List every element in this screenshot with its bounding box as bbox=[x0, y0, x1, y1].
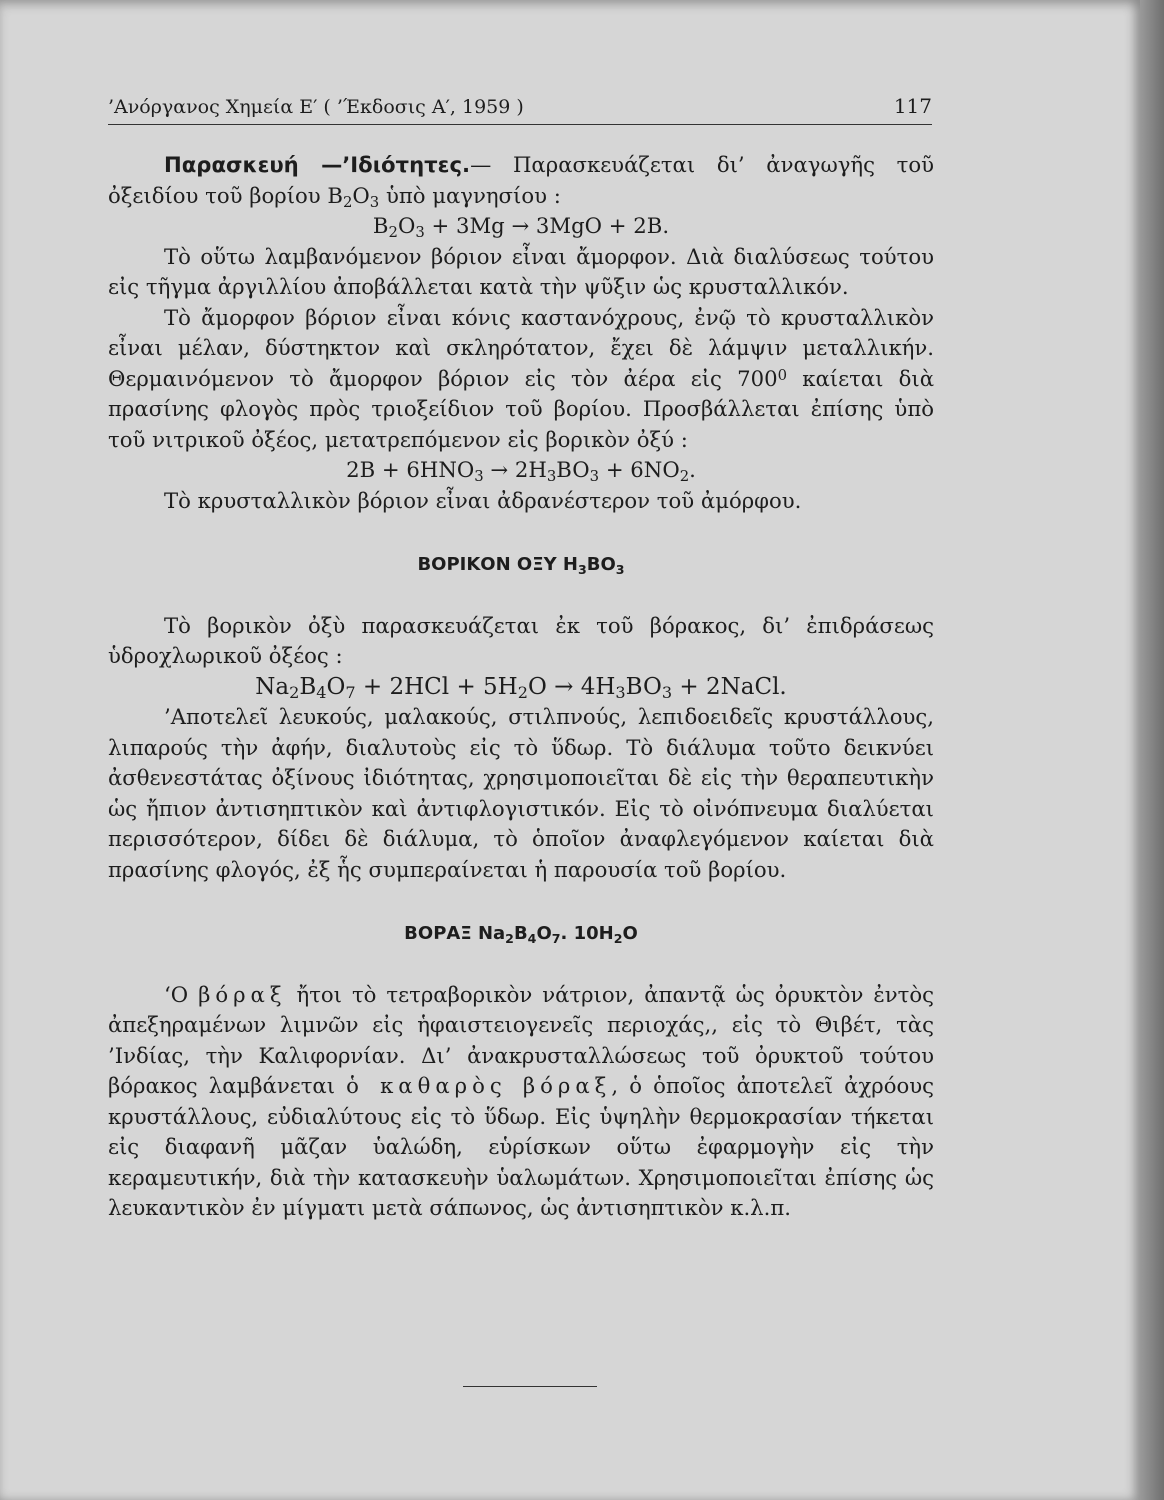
section2-heading: ΒΟΡΙΚΟΝ ΟΞΥ $H_3BO_3$ bbox=[417, 554, 625, 577]
section1-paragraph-4: Τὸ κρυσταλλικὸν βόριον εἶναι ἀδρανέστερον τοῦ ἀμόρφου. bbox=[164, 487, 802, 513]
equation-3: $Na_2B_4O_7 + 2HCl + 5H_2O \to 4H_3BO_3$ + 2NaCl. bbox=[255, 673, 787, 702]
page-body bbox=[108, 150, 934, 1224]
header-title: ’Ανόργανος Χημεία Ε′ ( ’Έκδοσις Α′, 1959 ) bbox=[108, 96, 524, 118]
page-number: 117 bbox=[893, 94, 932, 118]
section1-paragraph-3: Τὸ ἄμορφον βόριον εἶναι κόνις καστανόχρους, ἐνῷ τὸ κρυσταλλικὸν εἶναι μέλαν, δύστηκτον καὶ σκληρότατον, ἔχει δὲ λάμψιν μεταλλικήν. Θερμαινόμενον τὸ ἄμορφον βόριον εἰς τὸν ἀέρα εἰς $700^0$ καίεται διὰ πρασίνης φλογὸς πρὸς τριοξείδιον τοῦ βορίου. Προσβάλλεται ἐπίσης ὑπὸ τοῦ νιτρικοῦ ὀξέος, μετατρεπόμενον εἰς βορικὸν ὀξύ : bbox=[108, 304, 934, 452]
running-header bbox=[108, 94, 932, 125]
section3-paragraph-1: ‘Ο βόραξ ἤτοι τὸ τετραβορικὸν νάτριον, ἀπαντᾷ ὡς ὀρυκτὸν ἐντὸς ἀπεξηραμένων λιμνῶν εἰς ἡφαιστειογενεῖς περιοχάς,, εἰς τὸ Θιβέτ, τὰς ’Ινδίας, τὴν Καλιφορνίαν. Δι’ ἀνακρυσταλλώσεως τοῦ ὀρυκτοῦ τούτου βόρακος λαμβάνεται ὁ καθαρὸς βόραξ, ὁ ὁποῖος ἀποτελεῖ ἀχρόους κρυστάλλους, εὐδιαλύτους εἰς τὸ ὕδωρ. Εἰς ὑψηλὴν θερμοκρασίαν τήκεται εἰς διαφανῆ μᾶζαν ὑαλώδη, εὑρίσκων οὕτω ἐφαρμογὴν εἰς τὴν κεραμευτικήν, διὰ τὴν κατασκευὴν ὑαλωμάτων. Χρησιμοποιεῖται ἐπίσης ὡς λευκαντικὸν ἐν μίγματι μετὰ σάπωνος, ὡς ἀντισηπτικὸν κ.λ.π. bbox=[108, 981, 935, 1220]
closing-rule bbox=[463, 1386, 597, 1387]
equation-2: $2B + 6HNO_3 \to 2H_3BO_3 + 6NO_2$. bbox=[346, 457, 696, 485]
section3-heading: ΒΟΡΑΞ $Na_2B_4O_7$. $10H_2O$ bbox=[404, 923, 638, 946]
section2-paragraph-2: ’Αποτελεῖ λευκούς, μαλακούς, στιλπνούς, λεπιδοειδεῖς κρυστάλλους, λιπαρούς τὴν ἀφήν, διαλυτοὺς εἰς τὸ ὕδωρ. Τὸ διάλυμα τοῦτο δεικνύει ἀσθενεστάτας ὀξίνους ἰδιότητας, χρησιμοποιεῖται δὲ εἰς τὴν θεραπευτικὴν ὡς ἤπιον ἀντισηπτικὸν καὶ ἀντιφλογιστικόν. Εἰς τὸ οἰνόπνευμα διαλύεται περισσότερον, δίδει δὲ διάλυμα, τὸ ὁποῖον ἀναφλεγόμενον καίεται διὰ πρασίνης φλογός, ἐξ ἧς συμπεραίνεται ἡ παρουσία τοῦ βορίου. bbox=[108, 704, 934, 882]
section2-paragraph-1: Τὸ βορικὸν ὀξὺ παρασκευάζεται ἐκ τοῦ βόρακος, δι’ ἐπιδράσεως ὑδροχλωρικοῦ ὀξέος : bbox=[108, 612, 934, 668]
equation-1: $B_2O_3 + 3Mg \to 3MgO + 2B$. bbox=[372, 213, 670, 241]
section1-paragraph-2: Τὸ οὕτω λαμβανόμενον βόριον εἶναι ἄμορφον. Διὰ διαλύσεως τούτου εἰς τῆγμα ἀργιλλίου ἀποβάλλεται κατὰ τὴν ψῦξιν ὡς κρυσταλλικόν. bbox=[108, 243, 934, 299]
section1-heading: Παρασκευή —’Ιδιότητες. bbox=[164, 152, 471, 177]
book-edge bbox=[1140, 0, 1164, 1500]
section1-intro: Παρασκευή —’Ιδιότητες.— Παρασκευάζεται δι’ ἀναγωγῆς τοῦ ὀξειδίου τοῦ βορίου $B_2O_3$ ὑπὸ μαγνησίου : bbox=[108, 152, 934, 211]
